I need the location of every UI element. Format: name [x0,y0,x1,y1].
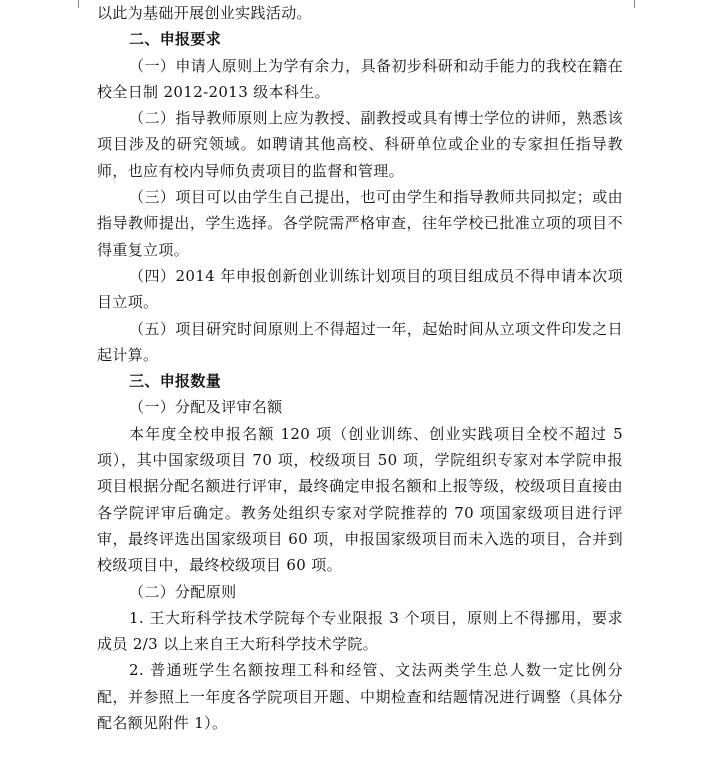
requirement-5: （五）项目研究时间原则上不得超过一年，起始时间从立项文件印发之日起计算。 [97,319,623,364]
allocation-rule-1: 1. 王大珩科学技术学院每个专业限报 3 个项目，原则上不得挪用，要求成员 2/3 以上来自王大珩科学技术学院。 [97,608,623,654]
quota-paragraph: 本年度全校申报名额 120 项（创业训练、创业实践项目全校不超过 5 项），其中国家级项目 70 项，校级项目 50 项，学院组织专家对本学院申报项目根据分配名额进行评审，最终确定申报名额和上报等级，校级项目直接由各学院评审后确定。教务处组织专家对学院推荐的 70 项国家级项目进行评审，最终评选出国家级项目 60 项，申报国家级项目而未入选的项目，合并到校级项目中，最终校级项目 60 项。 [97,424,623,575]
subsection-1-heading: （一）分配及评审名额 [129,398,283,417]
requirement-3: （三）项目可以由学生自己提出，也可由学生和指导教师共同拟定；或由指导教师提出，学生选择。各学院需严格审查，往年学校已批准立项的项目不得重复立项。 [97,188,623,259]
requirement-2: （二）指导教师原则上应为教授、副教授或具有博士学位的讲师，熟悉该项目涉及的研究领域。如聘请其他高校、科研单位或企业的专家担任指导教师，也应有校内导师负责项目的监督和管理。 [97,109,623,180]
document-page [97,0,623,736]
requirement-1: （一）申请人原则上为学有余力，具备初步科研和动手能力的我校在籍在校全日制 2012-2013 级本科生。 [97,56,623,101]
page-margin-mark-right [634,0,635,8]
intro-tail-text: 以此为基础开展创业实践活动。 [97,4,312,22]
requirement-4: （四）2014 年申报创新创业训练计划项目的项目组成员不得申请本次项目立项。 [97,266,623,312]
subsection-2-heading: （二）分配原则 [129,582,237,601]
allocation-rule-2: 2. 普通班学生名额按理工科和经管、文法两类学生总人数一定比例分配，并参照上一年度各学院项目开题、中期检查和结题情况进行调整（具体分配名额见附件 1）。 [97,661,623,733]
section-3-heading: 三、申报数量 [129,372,222,391]
page-margin-mark-left [78,0,79,8]
section-2-heading: 二、申报要求 [129,30,222,49]
